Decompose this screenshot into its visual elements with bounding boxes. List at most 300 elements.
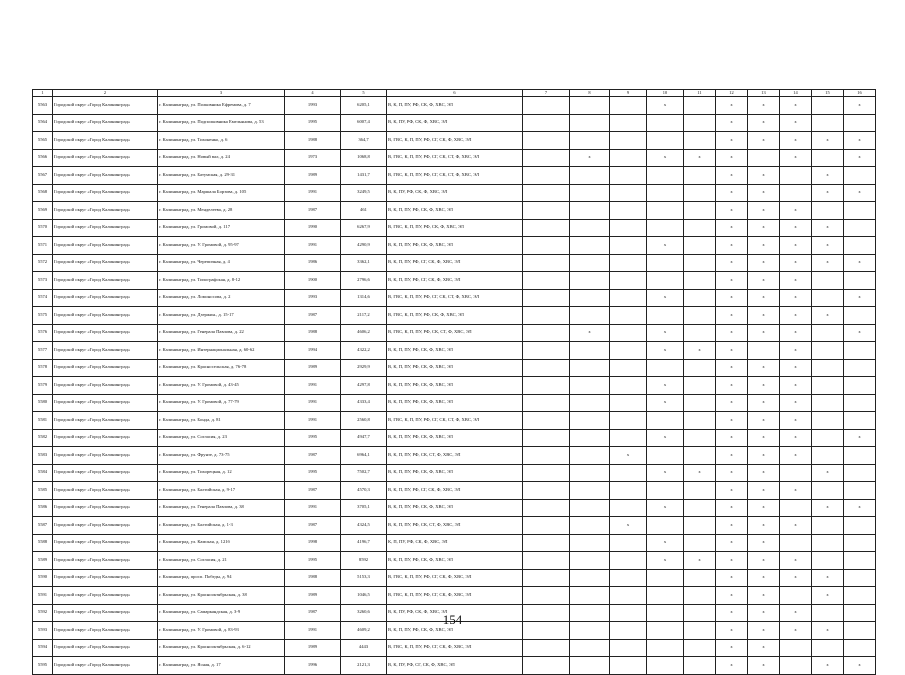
mark-cell <box>812 324 844 342</box>
year-cell: 1987 <box>285 482 341 500</box>
year-cell: 1987 <box>285 517 341 535</box>
mark-cell: x <box>716 324 748 342</box>
works-cell: В, К, П, ПУ, РФ, СК, Ф, ХВС, ЭЛ <box>387 342 523 360</box>
works-cell: В, К, ПУ, РФ, СК, Ф, ХВС, ЭЛ <box>387 114 523 132</box>
row-number: 5589 <box>33 552 53 570</box>
mark-cell: x <box>748 517 780 535</box>
mark-cell <box>570 272 610 290</box>
area-cell: 2121,3 <box>341 657 387 675</box>
mark-cell: x <box>780 429 812 447</box>
mark-cell <box>844 377 876 395</box>
mark-cell <box>684 97 716 115</box>
mark-cell <box>647 114 684 132</box>
column-header: 2 <box>53 90 158 97</box>
mark-cell <box>570 499 610 517</box>
mark-cell: x <box>780 394 812 412</box>
organization-cell: Городской округ «Город Калининград» <box>53 289 158 307</box>
area-cell: 4947,7 <box>341 429 387 447</box>
table-row <box>33 359 876 377</box>
area-cell: 2929,9 <box>341 359 387 377</box>
mark-cell <box>523 412 570 430</box>
mark-cell <box>812 639 844 657</box>
mark-cell: x <box>647 499 684 517</box>
area-cell: 2560,8 <box>341 412 387 430</box>
area-cell: 8592 <box>341 552 387 570</box>
mark-cell: x <box>647 237 684 255</box>
year-cell: 1988 <box>285 324 341 342</box>
area-cell: 1431,7 <box>341 167 387 185</box>
mark-cell <box>647 219 684 237</box>
mark-cell: x <box>780 114 812 132</box>
table-row <box>33 237 876 255</box>
table-row <box>33 97 876 115</box>
mark-cell <box>647 447 684 465</box>
address-cell: г. Калининград, ул. Тихоненко, д. 6 <box>158 132 285 150</box>
address-cell: г. Калининград, ул. Дзержин., д. 15-17 <box>158 307 285 325</box>
mark-cell: x <box>812 464 844 482</box>
works-cell: В, ГВС, К, П, ПУ, РФ, СГ, СК, Ф, ХВС, ЭЛ <box>387 587 523 605</box>
mark-cell <box>523 569 570 587</box>
organization-cell: Городской округ «Город Калининград» <box>53 517 158 535</box>
works-cell: В, ГВС, К, П, ПУ, РФ, СК, СТ, Ф, ХВС, ЭЛ <box>387 324 523 342</box>
works-cell: В, К, П, ПУ, РФ, СК, Ф, ХВС, ЭЛ <box>387 429 523 447</box>
mark-cell <box>570 132 610 150</box>
mark-cell <box>844 639 876 657</box>
mark-cell: x <box>748 377 780 395</box>
address-cell: г. Калининград, ул. У. Громовой, д. 77-79 <box>158 394 285 412</box>
mark-cell <box>610 359 647 377</box>
mark-cell <box>523 447 570 465</box>
mark-cell <box>610 167 647 185</box>
mark-cell: x <box>716 639 748 657</box>
address-cell: г. Калининград, ул. Камская, д. 121б <box>158 534 285 552</box>
table-row <box>33 657 876 675</box>
mark-cell: x <box>716 307 748 325</box>
area-cell: 4606,2 <box>341 324 387 342</box>
mark-cell <box>647 359 684 377</box>
mark-cell <box>684 114 716 132</box>
mark-cell <box>844 272 876 290</box>
table-row <box>33 167 876 185</box>
mark-cell <box>523 657 570 675</box>
mark-cell <box>844 394 876 412</box>
works-cell: В, К, П, ПУ, РФ, СГ, СК, Ф, ХВС, ЭЛ <box>387 272 523 290</box>
mark-cell: x <box>812 184 844 202</box>
mark-cell <box>523 464 570 482</box>
mark-cell <box>610 534 647 552</box>
mark-cell <box>523 377 570 395</box>
mark-cell <box>780 639 812 657</box>
mark-cell <box>570 184 610 202</box>
address-cell: г. Калининград, ул. Балтийская, д. 9-17 <box>158 482 285 500</box>
mark-cell: x <box>748 569 780 587</box>
works-cell: В, ГВС, К, П, ПУ, РФ, СГ, СК, Ф, ХВС, ЭЛ <box>387 569 523 587</box>
organization-cell: Городской округ «Город Калининград» <box>53 429 158 447</box>
mark-cell <box>844 517 876 535</box>
year-cell: 1993 <box>285 289 341 307</box>
table-row <box>33 132 876 150</box>
table-row <box>33 534 876 552</box>
table-row <box>33 517 876 535</box>
mark-cell <box>610 587 647 605</box>
row-number: 5594 <box>33 639 53 657</box>
row-number: 5568 <box>33 184 53 202</box>
mark-cell: x <box>780 342 812 360</box>
mark-cell: x <box>748 114 780 132</box>
mark-cell: x <box>647 377 684 395</box>
mark-cell <box>610 464 647 482</box>
mark-cell <box>647 639 684 657</box>
mark-cell <box>523 237 570 255</box>
mark-cell: x <box>812 499 844 517</box>
organization-cell: Городской округ «Город Калининград» <box>53 237 158 255</box>
address-cell: г. Калининград, ул. Красносельская, д. 76-78 <box>158 359 285 377</box>
mark-cell: x <box>716 447 748 465</box>
column-header: 8 <box>570 90 610 97</box>
mark-cell <box>647 184 684 202</box>
mark-cell <box>647 482 684 500</box>
area-cell: 6007,4 <box>341 114 387 132</box>
table-row <box>33 219 876 237</box>
area-cell: 461 <box>341 202 387 220</box>
table-row <box>33 447 876 465</box>
mark-cell <box>523 97 570 115</box>
mark-cell: x <box>812 254 844 272</box>
mark-cell <box>684 237 716 255</box>
mark-cell: x <box>780 219 812 237</box>
table-row <box>33 324 876 342</box>
mark-cell: x <box>780 604 812 622</box>
table-row <box>33 272 876 290</box>
mark-cell <box>780 534 812 552</box>
mark-cell: x <box>780 202 812 220</box>
mark-cell <box>610 639 647 657</box>
year-cell: 1986 <box>285 254 341 272</box>
row-number: 5563 <box>33 97 53 115</box>
mark-cell <box>570 639 610 657</box>
mark-cell <box>647 167 684 185</box>
mark-cell: x <box>716 167 748 185</box>
organization-cell: Городской округ «Город Калининград» <box>53 534 158 552</box>
mark-cell: x <box>716 412 748 430</box>
works-cell: В, ГВС, К, П, ПУ, РФ, СГ, СК, СТ, Ф, ХВС, ЭЛ <box>387 412 523 430</box>
address-cell: г. Калининград, ул. Ясная, д. 17 <box>158 657 285 675</box>
mark-cell <box>684 289 716 307</box>
address-cell: г. Калининград, ул. Краснооктябрьская, д. 6-12 <box>158 639 285 657</box>
mark-cell: x <box>748 604 780 622</box>
mark-cell <box>610 149 647 167</box>
address-cell: г. Калининград, ул. Согласия, д. 23 <box>158 429 285 447</box>
mark-cell <box>812 517 844 535</box>
area-cell: 4570,3 <box>341 482 387 500</box>
area-cell: 4322,2 <box>341 342 387 360</box>
mark-cell <box>684 499 716 517</box>
mark-cell <box>844 359 876 377</box>
mark-cell: x <box>812 622 844 640</box>
mark-cell: x <box>780 272 812 290</box>
address-cell: г. Калининград, ул. Громовой, д. 117 <box>158 219 285 237</box>
organization-cell: Городской округ «Город Калининград» <box>53 622 158 640</box>
mark-cell <box>523 114 570 132</box>
mark-cell: x <box>716 272 748 290</box>
mark-cell: x <box>812 167 844 185</box>
row-number: 5583 <box>33 447 53 465</box>
mark-cell: x <box>780 254 812 272</box>
mark-cell: x <box>748 464 780 482</box>
mark-cell: x <box>716 359 748 377</box>
column-header: 6 <box>387 90 523 97</box>
mark-cell <box>523 219 570 237</box>
column-header: 7 <box>523 90 570 97</box>
mark-cell <box>780 167 812 185</box>
organization-cell: Городской округ «Город Калининград» <box>53 657 158 675</box>
year-cell: 1973 <box>285 149 341 167</box>
works-cell: В, К, ПУ, РФ, СК, Ф, ХВС, ЭЛ <box>387 184 523 202</box>
mark-cell: x <box>748 272 780 290</box>
year-cell: 1991 <box>285 499 341 517</box>
mark-cell <box>523 307 570 325</box>
mark-cell <box>684 254 716 272</box>
mark-cell: x <box>748 219 780 237</box>
row-number: 5580 <box>33 394 53 412</box>
mark-cell: x <box>812 219 844 237</box>
address-cell: г. Калининград, ул. Черепичная, д. 4 <box>158 254 285 272</box>
works-cell: В, ГВС, К, П, ПУ, РФ, СК, Ф, ХВС, ЭЛ <box>387 219 523 237</box>
works-cell: В, К, П, ПУ, РФ, СГ, СК, Ф, ХВС, ЭЛ <box>387 254 523 272</box>
area-cell: 5153,3 <box>341 569 387 587</box>
row-number: 5569 <box>33 202 53 220</box>
mark-cell: x <box>780 307 812 325</box>
mark-cell: x <box>748 412 780 430</box>
row-number: 5595 <box>33 657 53 675</box>
mark-cell <box>523 639 570 657</box>
mark-cell <box>812 149 844 167</box>
mark-cell <box>570 342 610 360</box>
mark-cell <box>610 482 647 500</box>
mark-cell: x <box>647 552 684 570</box>
organization-cell: Городской округ «Город Калининград» <box>53 307 158 325</box>
mark-cell: x <box>716 622 748 640</box>
mark-cell: x <box>844 289 876 307</box>
organization-cell: Городской округ «Город Калининград» <box>53 412 158 430</box>
works-cell: В, К, П, ПУ, РФ, СК, Ф, ХВС, ЭЛ <box>387 202 523 220</box>
works-cell: В, ГВС, К, П, ПУ, РФ, СГ, СК, СТ, Ф, ХВС, ЭЛ <box>387 289 523 307</box>
mark-cell <box>570 359 610 377</box>
address-cell: г. Калининград, ул. Генерала Павлова, д. 22 <box>158 324 285 342</box>
year-cell: 1900 <box>285 272 341 290</box>
address-cell: г. Калининград, ул. Типографская, д. 8-12 <box>158 272 285 290</box>
mark-cell <box>570 377 610 395</box>
mark-cell: x <box>716 587 748 605</box>
column-header: 5 <box>341 90 387 97</box>
works-cell: В, К, П, ПУ, РФ, СК, Ф, ХВС, ЭЛ <box>387 499 523 517</box>
mark-cell: x <box>748 639 780 657</box>
year-cell: 1995 <box>285 464 341 482</box>
works-cell: В, К, П, ПУ, РФ, СК, Ф, ХВС, ЭЛ <box>387 97 523 115</box>
address-cell: г. Калининград, ул. Интернациональная, д. 60-62 <box>158 342 285 360</box>
mark-cell: x <box>748 394 780 412</box>
address-cell: г. Калининград, ул. Тихорецкая, д. 12 <box>158 464 285 482</box>
mark-cell <box>812 342 844 360</box>
mark-cell <box>684 184 716 202</box>
works-cell: В, К, П, ПУ, РФ, СК, Ф, ХВС, ЭЛ <box>387 622 523 640</box>
mark-cell <box>684 202 716 220</box>
row-number: 5582 <box>33 429 53 447</box>
organization-cell: Городской округ «Город Калининград» <box>53 447 158 465</box>
mark-cell: x <box>780 132 812 150</box>
year-cell: 1991 <box>285 394 341 412</box>
mark-cell <box>684 482 716 500</box>
table-row <box>33 342 876 360</box>
mark-cell: x <box>844 149 876 167</box>
mark-cell <box>812 394 844 412</box>
mark-cell <box>570 447 610 465</box>
row-number: 5577 <box>33 342 53 360</box>
area-cell: 3362,1 <box>341 254 387 272</box>
page-number: 154 <box>442 612 463 627</box>
mark-cell <box>647 587 684 605</box>
mark-cell: x <box>716 482 748 500</box>
row-number: 5586 <box>33 499 53 517</box>
address-cell: г. Калининград, ул. Фрунзе, д. 73-75 <box>158 447 285 465</box>
mark-cell: x <box>684 464 716 482</box>
mark-cell <box>684 657 716 675</box>
organization-cell: Городской округ «Город Калининград» <box>53 552 158 570</box>
mark-cell: x <box>844 324 876 342</box>
mark-cell: x <box>748 359 780 377</box>
mark-cell: x <box>748 97 780 115</box>
row-number: 5570 <box>33 219 53 237</box>
organization-cell: Городской округ «Город Калининград» <box>53 482 158 500</box>
mark-cell <box>812 377 844 395</box>
mark-cell <box>523 482 570 500</box>
table-row <box>33 114 876 132</box>
mark-cell <box>844 114 876 132</box>
mark-cell <box>523 394 570 412</box>
row-number: 5593 <box>33 622 53 640</box>
mark-cell: x <box>716 429 748 447</box>
mark-cell <box>570 569 610 587</box>
mark-cell <box>570 307 610 325</box>
row-number: 5581 <box>33 412 53 430</box>
mark-cell <box>570 412 610 430</box>
year-cell: 1989 <box>285 639 341 657</box>
mark-cell: x <box>748 534 780 552</box>
mark-cell <box>610 377 647 395</box>
column-header: 12 <box>716 90 748 97</box>
organization-cell: Городской округ «Город Калининград» <box>53 464 158 482</box>
column-header: 15 <box>812 90 844 97</box>
mark-cell <box>684 377 716 395</box>
organization-cell: Городской округ «Город Калининград» <box>53 97 158 115</box>
mark-cell <box>570 114 610 132</box>
mark-cell: x <box>812 569 844 587</box>
mark-cell: x <box>647 534 684 552</box>
mark-cell: x <box>716 219 748 237</box>
year-cell: 1987 <box>285 307 341 325</box>
year-cell: 1996 <box>285 657 341 675</box>
header-row <box>33 90 876 97</box>
table-body <box>33 97 876 675</box>
mark-cell: x <box>716 149 748 167</box>
table-row <box>33 464 876 482</box>
mark-cell: x <box>570 149 610 167</box>
works-cell: В, ГВС, К, П, ПУ, РФ, СГ, СК, Ф, ХВС, ЭЛ <box>387 639 523 657</box>
works-cell: В, К, П, ПУ, РФ, СК, Ф, ХВС, ЭЛ <box>387 359 523 377</box>
mark-cell <box>748 149 780 167</box>
mark-cell <box>647 412 684 430</box>
mark-cell <box>684 639 716 657</box>
mark-cell: x <box>780 622 812 640</box>
row-number: 5566 <box>33 149 53 167</box>
mark-cell: x <box>780 552 812 570</box>
mark-cell <box>684 394 716 412</box>
mark-cell: x <box>780 517 812 535</box>
mark-cell <box>844 482 876 500</box>
mark-cell: x <box>716 569 748 587</box>
year-cell: 1991 <box>285 237 341 255</box>
mark-cell: x <box>780 482 812 500</box>
year-cell: 1995 <box>285 429 341 447</box>
mark-cell <box>523 184 570 202</box>
column-header: 11 <box>684 90 716 97</box>
mark-cell <box>610 237 647 255</box>
mark-cell: x <box>647 394 684 412</box>
works-cell: В, ГВС, К, П, ПУ, РФ, СК, Ф, ХВС, ЭЛ <box>387 307 523 325</box>
mark-cell: x <box>716 552 748 570</box>
area-cell: 7502,7 <box>341 464 387 482</box>
row-number: 5585 <box>33 482 53 500</box>
column-header: 13 <box>748 90 780 97</box>
table-row <box>33 254 876 272</box>
mark-cell: x <box>748 237 780 255</box>
organization-cell: Городской округ «Город Калининград» <box>53 587 158 605</box>
mark-cell <box>780 657 812 675</box>
mark-cell <box>748 342 780 360</box>
mark-cell: x <box>748 324 780 342</box>
organization-cell: Городской округ «Город Калининград» <box>53 604 158 622</box>
mark-cell: x <box>844 184 876 202</box>
mark-cell <box>844 552 876 570</box>
mark-cell <box>844 202 876 220</box>
mark-cell <box>610 132 647 150</box>
mark-cell: x <box>647 324 684 342</box>
address-cell: г. Калининград, ул. У. Громовой, д. 83-93 <box>158 622 285 640</box>
mark-cell <box>844 412 876 430</box>
row-number: 5588 <box>33 534 53 552</box>
year-cell: 1994 <box>285 342 341 360</box>
mark-cell: x <box>780 289 812 307</box>
mark-cell <box>812 289 844 307</box>
mark-cell: x <box>812 132 844 150</box>
area-cell: 1314,6 <box>341 289 387 307</box>
mark-cell <box>844 464 876 482</box>
table-row <box>33 149 876 167</box>
mark-cell <box>570 464 610 482</box>
address-cell: г. Калининград, ул. Бонда, д. 81 <box>158 412 285 430</box>
mark-cell <box>684 517 716 535</box>
mark-cell <box>844 534 876 552</box>
mark-cell <box>570 429 610 447</box>
organization-cell: Городской округ «Город Калининград» <box>53 342 158 360</box>
table-row <box>33 394 876 412</box>
mark-cell: x <box>647 464 684 482</box>
mark-cell <box>684 167 716 185</box>
mark-cell: x <box>716 377 748 395</box>
mark-cell <box>523 342 570 360</box>
mark-cell: x <box>716 202 748 220</box>
mark-cell: x <box>748 167 780 185</box>
